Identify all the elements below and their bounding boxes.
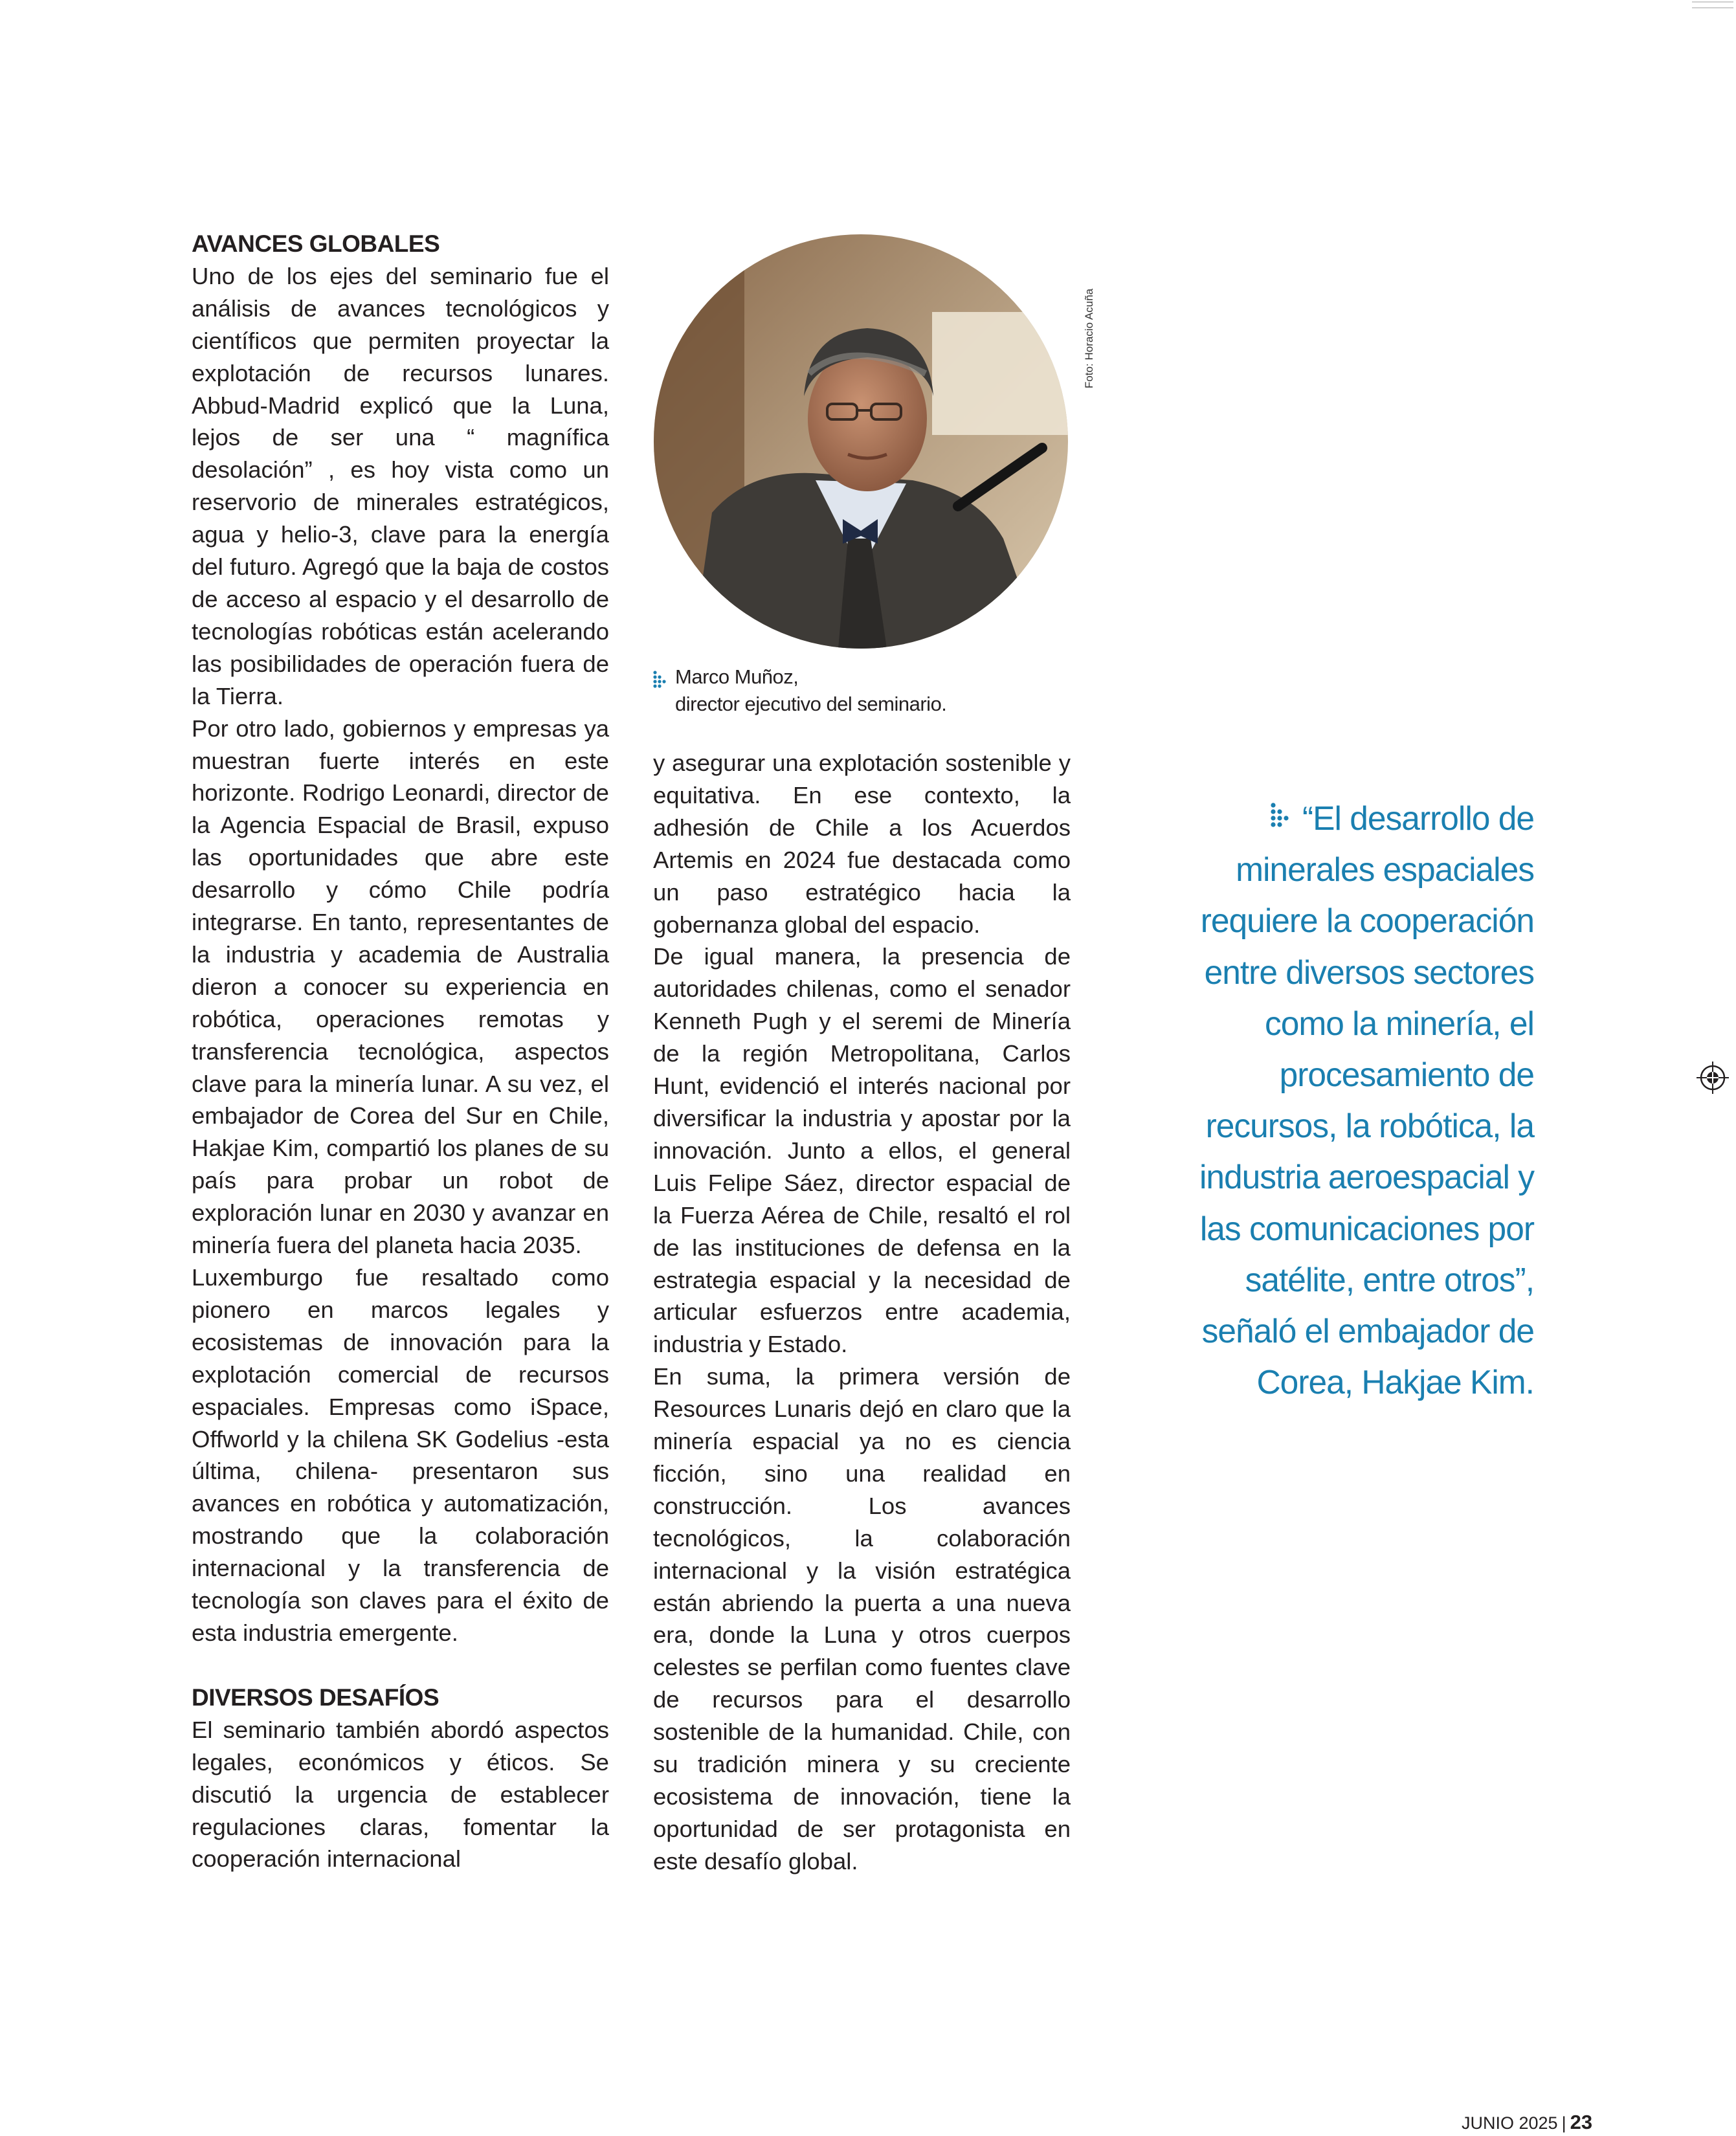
caption-name: Marco Muñoz, — [675, 665, 799, 688]
section-heading-avances: AVANCES GLOBALES — [192, 230, 440, 257]
body-paragraph: El seminario también abordó aspectos legales, económicos y éticos. Se discutió la urgencia de establecer regulaciones claras, fomentar la cooperación internacional — [192, 1716, 609, 1873]
caption-role: director ejecutivo del seminario. — [675, 693, 947, 715]
pull-quote-line: como la minería, el — [1264, 1004, 1534, 1042]
pull-quote-line: minerales espaciales — [1236, 851, 1534, 889]
body-paragraph: y asegurar una explotación sostenible y equitativa. En ese contexto, la adhesión de Chile a los Acuerdos Artemis en 2024 fue destacada como un paso estratégico hacia la gobernanza global del espacio. — [653, 750, 1071, 938]
dot-marker-icon — [1270, 802, 1292, 832]
body-paragraph: Luxemburgo fue resaltado como pionero en marcos legales y ecosistemas de innovación para la explotación comercial de recursos espaciales. Empresas como iSpace, Offworld y la chilena SK Godelius -esta última, chilena- presentaron sus avances en robótica y automatización, mostrando que la colaboración internacional y la transferencia de tecnología son claves para el éxito de esta industria emergente. — [192, 1264, 609, 1646]
pull-quote-line: industria aeroespacial y — [1199, 1158, 1534, 1196]
pull-quote-line: satélite, entre otros”, — [1245, 1260, 1534, 1298]
pull-quote-line: procesamiento de — [1279, 1056, 1534, 1094]
body-paragraph: De igual manera, la presencia de autoridades chilenas, como el senador Kenneth Pugh y el seremi de Minería de la región Metropolitana, Carlos Hunt, evidenció el interés nacional por diversificar la industria y apostar por la innovación. Junto a ellos, el general Luis Felipe Sáez, director espacial de la Fuerza Aérea de Chile, resaltó el rol de las instituciones de defensa en la estrategia espacial y la necesidad de articular esfuerzos entre academia, industria y Estado. — [653, 943, 1071, 1358]
page-footer — [1462, 2111, 1592, 2134]
article-column-left — [192, 228, 609, 1875]
pull-quote-line: las comunicaciones por — [1199, 1209, 1534, 1247]
article-column-middle — [653, 747, 1071, 1878]
body-paragraph: Por otro lado, gobiernos y empresas ya muestran fuerte interés en este horizonte. Rodrigo Leonardi, director de la Agencia Espacial de Brasil, expuso las oportunidades que abre este desarrollo y cómo Chile podría integrarse. En tanto, representantes de la industria y academia de Australia dieron a conocer su experiencia en robótica, operaciones remotas y transferencia tecnológica, aspectos clave para la minería lunar. A su vez, el embajador de Corea del Sur en Chile, Hakjae Kim, compartió los planes de su país para probar un robot de exploración lunar en 2030 y avanzar en minería fuera del planeta hacia 2035. — [192, 715, 609, 1259]
pull-quote-line: “El desarrollo de — [1159, 793, 1534, 844]
body-paragraph: En suma, la primera versión de Resources Lunaris dejó en claro que la minería espacial ya no es ciencia ficción, sino una realidad en construcción. Los avances tecnológicos, la colaboración internacional y la visión estratégica están abriendo la puerta a una nueva era, donde la Luna y otros cuerpos celestes se perfilan como fuentes clave de recursos para el desarrollo sostenible de la humanidad. Chile, con su tradición minera y su creciente ecosistema de innovación, tiene la oportunidad de ser protagonista en este desafío global. — [653, 1363, 1071, 1875]
section-heading-desafios: DIVERSOS DESAFÍOS — [192, 1684, 440, 1711]
pull-quote-line: Corea, Hakjae Kim. — [1256, 1363, 1534, 1401]
dot-marker-icon — [652, 670, 668, 691]
pull-quote-line: señaló el embajador de — [1201, 1312, 1534, 1350]
body-paragraph: Uno de los ejes del seminario fue el análisis de avances tecnológicos y científicos que permiten proyectar la explotación de recursos lunares. Abbud-Madrid explicó que la Luna, lejos de ser una “ magnífica desolación” , es hoy vista como un reservorio de minerales estratégicos, agua y helio-3, clave para la energía del futuro. Agregó que la baja de costos de acceso al espacio y el desarrollo de tecnologías robóticas están acelerando las posibilidades de operación fuera de la Tierra. — [192, 262, 609, 709]
photo-credit: Foto: Horacio Acuña — [1083, 288, 1095, 388]
crop-mark-icon — [1689, 0, 1736, 13]
pull-quote-line: recursos, la robótica, la — [1205, 1107, 1534, 1145]
speaker-photo — [654, 234, 1068, 649]
registration-mark-icon — [1697, 1062, 1729, 1094]
pull-quote-line: requiere la cooperación — [1200, 902, 1534, 940]
page-number: 23 — [1570, 2111, 1593, 2133]
pull-quote — [1159, 793, 1534, 1408]
footer-separator: | — [1561, 2113, 1566, 2133]
pull-quote-line: entre diversos sectores — [1204, 953, 1534, 991]
photo-caption — [652, 663, 1054, 718]
issue-date: JUNIO 2025 — [1462, 2113, 1558, 2133]
